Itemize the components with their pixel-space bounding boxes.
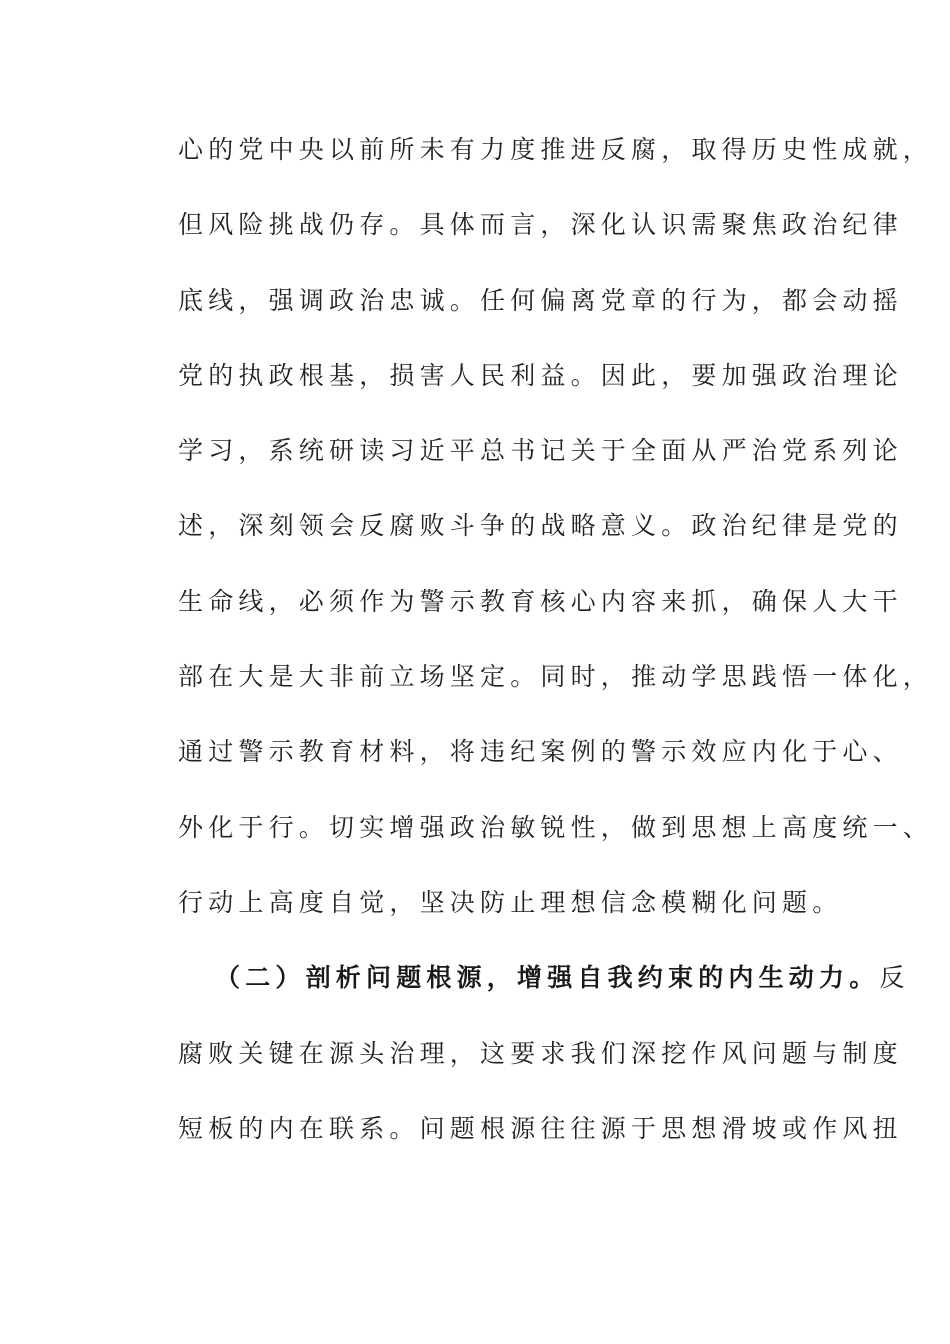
paragraph-line: 学习，系统研读习近平总书记关于全面从严治党系列论 [178, 436, 903, 465]
paragraph-line: 腐败关键在源头治理，这要求我们深挖作风问题与制度 [178, 1039, 903, 1068]
paragraph-line: 生命线，必须作为警示教育核心内容来抓，确保人大干 [178, 587, 903, 616]
paragraph-line: 但风险挑战仍存。具体而言，深化认识需聚焦政治纪律 [178, 210, 903, 239]
section-heading: （二）剖析问题根源，增强自我约束的内生动力。 [215, 963, 880, 992]
section-heading-line [215, 958, 910, 998]
paragraph-line: 部在大是大非前立场坚定。同时，推动学思践悟一体化， [178, 662, 934, 691]
paragraph-line: 心的党中央以前所未有力度推进反腐，取得历史性成就， [178, 135, 934, 164]
paragraph-line: 述，深刻领会反腐败斗争的战略意义。政治纪律是党的 [178, 511, 903, 540]
paragraph-line: 外化于行。切实增强政治敏锐性，做到思想上高度统一、 [178, 813, 934, 842]
paragraph-line: 通过警示教育材料，将违纪案例的警示效应内化于心、 [178, 737, 903, 766]
paragraph-line: 行动上高度自觉，坚决防止理想信念模糊化问题。 [178, 888, 843, 917]
paragraph-line: 短板的内在联系。问题根源往往源于思想滑坡或作风扭 [178, 1114, 903, 1143]
section-heading-tail: 反 [879, 963, 910, 992]
paragraph-line: 底线，强调政治忠诚。任何偏离党章的行为，都会动摇 [178, 286, 903, 315]
paragraph-line: 党的执政根基，损害人民利益。因此，要加强政治理论 [178, 361, 903, 390]
